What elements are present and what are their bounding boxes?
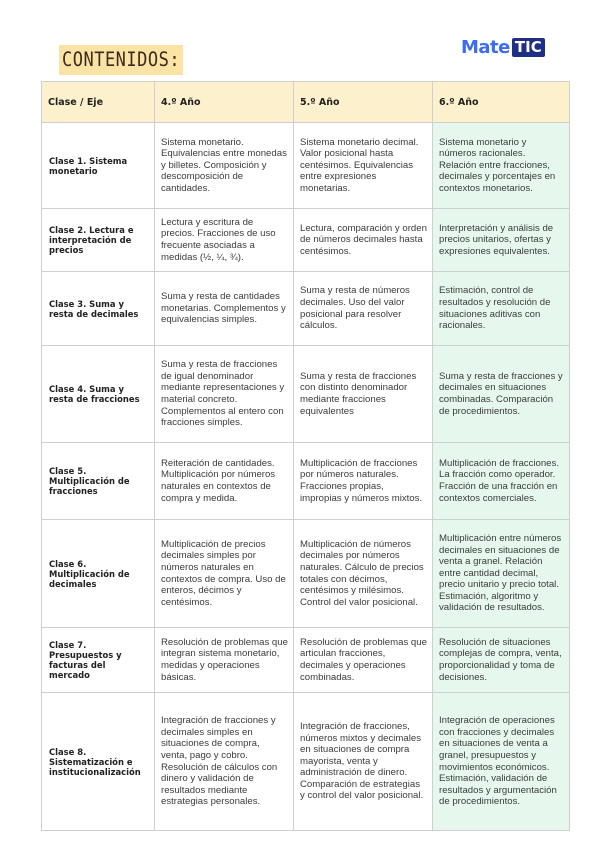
table-row <box>42 520 570 628</box>
table-row <box>42 272 570 346</box>
cell-5-ano: Resolución de problemas que articulan fracciones, decimales y operaciones combinadas. <box>294 628 433 693</box>
contents-table <box>41 81 570 831</box>
cell-4-ano: Suma y resta de cantidades monetarias. Complementos y equivalencias simples. <box>155 272 294 346</box>
cell-6-ano: Multiplicación entre números decimales en situaciones de venta a granel. Relación entre cantidad decimal, precio unitario y precio total. Estimación, algoritmo y validación de resultados. <box>433 520 570 628</box>
cell-5-ano: Lectura, comparación y orden de números decimales hasta centésimos. <box>294 209 433 272</box>
cell-6-ano: Sistema monetario y números racionales. Relación entre fracciones, decimales y porcentajes en contextos monetarios. <box>433 123 570 209</box>
table-row <box>42 123 570 209</box>
section-heading-text: CONTENIDOS: <box>62 48 181 72</box>
cell-4-ano: Reiteración de cantidades. Multiplicación por números naturales en contextos de compra y medida. <box>155 443 294 520</box>
logo-text-tic: TIC <box>512 38 545 57</box>
row-label: Clase 6. Multiplicación de decimales <box>42 520 155 628</box>
cell-4-ano: Lectura y escritura de precios. Fracciones de uso frecuente asociadas a medidas (½, ¼, ¾). <box>155 209 294 272</box>
cell-5-ano: Sistema monetario decimal. Valor posicional hasta centésimos. Equivalencias entre expresiones monetarias. <box>294 123 433 209</box>
header-5-ano: 5.º Año <box>294 82 433 123</box>
cell-5-ano: Multiplicación de fracciones por números naturales. Fracciones propias, impropias y números mixtos. <box>294 443 433 520</box>
cell-5-ano: Suma y resta de fracciones con distinto denominador mediante fracciones equivalentes <box>294 346 433 443</box>
row-label: Clase 3. Suma y resta de decimales <box>42 272 155 346</box>
table-row <box>42 346 570 443</box>
row-label: Clase 2. Lectura e interpretación de precios <box>42 209 155 272</box>
header-6-ano: 6.º Año <box>433 82 570 123</box>
cell-5-ano: Integración de fracciones, números mixtos y decimales en situaciones de compra mayorista, venta y administración de dinero. Comparación de estrategias y control del valor posicional. <box>294 693 433 831</box>
cell-5-ano: Multiplicación de números decimales por números naturales. Cálculo de precios totales con décimos, centésimos y milésimos. Control del valor posicional. <box>294 520 433 628</box>
cell-4-ano: Integración de fracciones y decimales simples en situaciones de compra, venta, pago y cobro. Resolución de cálculos con dinero y validación de resultados mediante estrategias personales. <box>155 693 294 831</box>
row-label: Clase 5. Multiplicación de fracciones <box>42 443 155 520</box>
row-label: Clase 8. Sistematización e institucionalización <box>42 693 155 831</box>
table-row <box>42 693 570 831</box>
matetic-logo <box>461 36 545 58</box>
cell-6-ano: Resolución de situaciones complejas de compra, venta, proporcionalidad y toma de decisiones. <box>433 628 570 693</box>
header-4-ano: 4.º Año <box>155 82 294 123</box>
cell-6-ano: Interpretación y análisis de precios unitarios, ofertas y expresiones equivalentes. <box>433 209 570 272</box>
row-label: Clase 4. Suma y resta de fracciones <box>42 346 155 443</box>
cell-6-ano: Suma y resta de fracciones y decimales en situaciones combinadas. Comparación de procedimientos. <box>433 346 570 443</box>
cell-6-ano: Integración de operaciones con fracciones y decimales en situaciones de venta a granel, presupuestos y movimientos económicos. Estimación, validación de resultados y argumentación de procedimientos. <box>433 693 570 831</box>
table-row <box>42 628 570 693</box>
row-label: Clase 1. Sistema monetario <box>42 123 155 209</box>
cell-4-ano: Suma y resta de fracciones de igual denominador mediante representaciones y material concreto. Complementos al entero con fracciones simples. <box>155 346 294 443</box>
table-row <box>42 443 570 520</box>
table-row <box>42 209 570 272</box>
cell-5-ano: Suma y resta de números decimales. Uso del valor posicional para resolver cálculos. <box>294 272 433 346</box>
cell-6-ano: Estimación, control de resultados y resolución de situaciones aditivas con racionales. <box>433 272 570 346</box>
logo-text-mate: Mate <box>461 36 510 58</box>
header-clase-eje: Clase / Eje <box>42 82 155 123</box>
cell-4-ano: Resolución de problemas que integran sistema monetario, medidas y operaciones básicas. <box>155 628 294 693</box>
cell-4-ano: Sistema monetario. Equivalencias entre monedas y billetes. Composición y descomposición de cantidades. <box>155 123 294 209</box>
row-label: Clase 7. Presupuestos y facturas del mercado <box>42 628 155 693</box>
cell-6-ano: Multiplicación de fracciones. La fracción como operador. Fracción de una fracción en contextos comerciales. <box>433 443 570 520</box>
cell-4-ano: Multiplicación de precios decimales simples por números naturales en contextos de compra. Uso de enteros, décimos y centésimos. <box>155 520 294 628</box>
table-header-row <box>42 82 570 123</box>
section-heading <box>59 45 183 75</box>
